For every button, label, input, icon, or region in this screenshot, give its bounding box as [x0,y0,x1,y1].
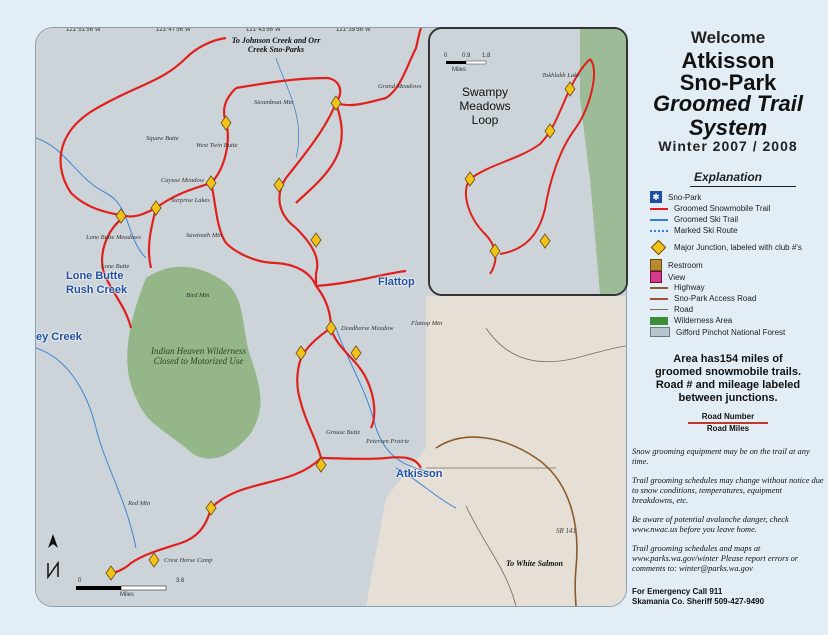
info-panel [628,20,828,635]
legend-heading: Explanation [693,170,762,184]
legend-item-wilderness [650,316,732,325]
coord-top-3: 121°43'56"W [246,27,281,33]
restroom-icon [650,259,662,271]
lone-butte-meadows-label: Lone Butte Meadows [86,234,141,241]
snowmobile-line-swatch [650,208,668,210]
ski-line-swatch [650,219,668,221]
legend-item-access-road [650,294,756,303]
inset-scale-2: 1.8 [482,53,491,59]
note-grooming: Trail grooming schedules and maps at www.parks.wa.gov/winter Please report errors or comments to: winter@parks.wa.gov [632,544,799,573]
red-mtn-label: Red Mtn [128,500,151,507]
coord-top-2: 121°47'56"W [156,27,191,33]
sr141-label: SR 141 [556,527,577,535]
snowflake-icon: ✱ [650,191,662,203]
flattop-mtn-label: Flattop Mtn [411,320,443,327]
inset-map [428,27,628,296]
lone-butte-town: Lone Butte [66,270,124,282]
atkisson-town: Atkisson [396,468,443,480]
legend-label: Sno-Park Access Road [674,294,757,303]
view-icon [650,271,662,283]
legend-label: Marked Ski Route [674,226,738,235]
legend-item-highway [650,283,705,292]
park-name-line2: Sno-Park [679,70,777,95]
lone-butte-small-label: Lone Butte [101,263,130,270]
coord-top-4: 121°39'56"W [336,27,371,33]
highway-swatch [650,287,668,289]
legend-label: Sno-Park [668,192,702,202]
coord-top-1: 121°51'56"W [66,27,101,33]
diamond-icon [650,240,668,254]
west-twin-label: West Twin Butte [196,142,238,149]
road-key-top: Road Number [688,412,768,424]
ey-creek-town: ey Creek [36,331,82,343]
scale-right: 3.6 [176,578,185,584]
bird-mtn-label: Bird Mtn [186,292,210,299]
note-schedules: Trail grooming schedules may change without notice due to snow conditions, temperatures, equipment breakdowns, etc. [632,476,824,505]
stats-line: between junctions. [678,392,778,404]
grouse-label: Grouse Butte [326,429,361,436]
inset-lake-label: Takhlakh Lake [542,72,580,79]
petersen-label: Petersen Prairie [366,438,410,445]
legend-label: Groomed Ski Trail [674,215,739,224]
legend-item-view [650,271,685,283]
grand-meadows-label: Grand Meadows [378,83,422,90]
legend-label: View [668,272,686,282]
deadhorse-label: Deadhorse Meadow [341,325,394,332]
crest-horse-label: Crest Horse Camp [164,557,213,564]
sawtooth-label: Sawtooth Mtn [186,232,223,239]
stats-line: Area has154 miles of [673,353,783,365]
legend-item-ski [650,215,738,224]
rush-creek-town: Rush Creek [66,284,128,296]
stats-line: groomed snowmobile trails. [654,366,802,378]
legend-label: Wilderness Area [674,316,733,325]
steamboat-label: Steamboat Mtn [254,99,294,106]
legend-label: Restroom [668,260,703,270]
wilderness-swatch [650,317,668,325]
emergency-line: Skamania Co. Sheriff 509-427-9490 [632,597,765,606]
inset-scale-0: 0 [444,53,448,59]
inset-scale-unit: Miles [452,67,467,73]
flattop-town: Flattop [378,276,415,288]
inset-scale-1: 0.9 [462,53,471,59]
welcome-title: Welcome [690,28,766,47]
cayuse-label: Cayuse Meadow [161,177,205,184]
park-name-line1: Atkisson [681,48,775,73]
season-label: Winter 2007 / 2008 [658,138,798,154]
legend-label: Groomed Snowmobile Trail [674,204,771,213]
legend-item-road [650,305,693,314]
surprise-label: Surprise Lakes [171,197,210,204]
stats-line: Road # and mileage labeled [655,379,801,391]
road-key [688,412,768,434]
trail-stats [628,353,828,405]
white-salmon-note: To White Salmon [506,559,563,568]
scale-left: 0 [78,578,82,584]
squaw-butte-label: Squaw Butte [146,135,179,142]
forest-swatch [650,327,670,337]
legend-label: Major Junction, labeled with club #'s [674,242,802,252]
wilderness-label: Indian Heaven Wilderness Closed to Motorized Use [151,346,246,366]
legend-item-forest [650,327,785,337]
note-equipment: Snow grooming equipment may be on the trail at any time. [632,447,810,466]
subtitle-line1: Groomed Trail [653,91,803,116]
subtitle-line2: System [688,115,768,140]
legend-item-junction [650,240,802,254]
direction-note: To Johnson Creek and Orr Creek Sno-Parks [231,36,321,54]
road-swatch [650,309,668,310]
scale-unit: Miles [120,592,135,598]
legend-label: Highway [674,283,705,292]
ski-route-swatch [650,230,668,232]
legend-label: Gifford Pinchot National Forest [676,327,786,337]
legend-underline [690,186,796,187]
emergency-line: For Emergency Call 911 [632,587,723,596]
note-avalanche: Be aware of potential avalanche danger, check www.nwac.us before you leave home. [632,515,789,534]
legend-item-snowmobile [650,204,770,213]
inset-title: Swampy Meadows Loop [459,85,511,127]
legend-item-sno-park [650,191,701,203]
access-road-swatch [650,298,668,300]
legend-item-restroom [650,259,703,271]
emergency-info [632,587,764,607]
road-key-bottom: Road Miles [706,424,750,433]
legend-item-ski-route [650,226,738,235]
legend-label: Road [674,305,694,314]
